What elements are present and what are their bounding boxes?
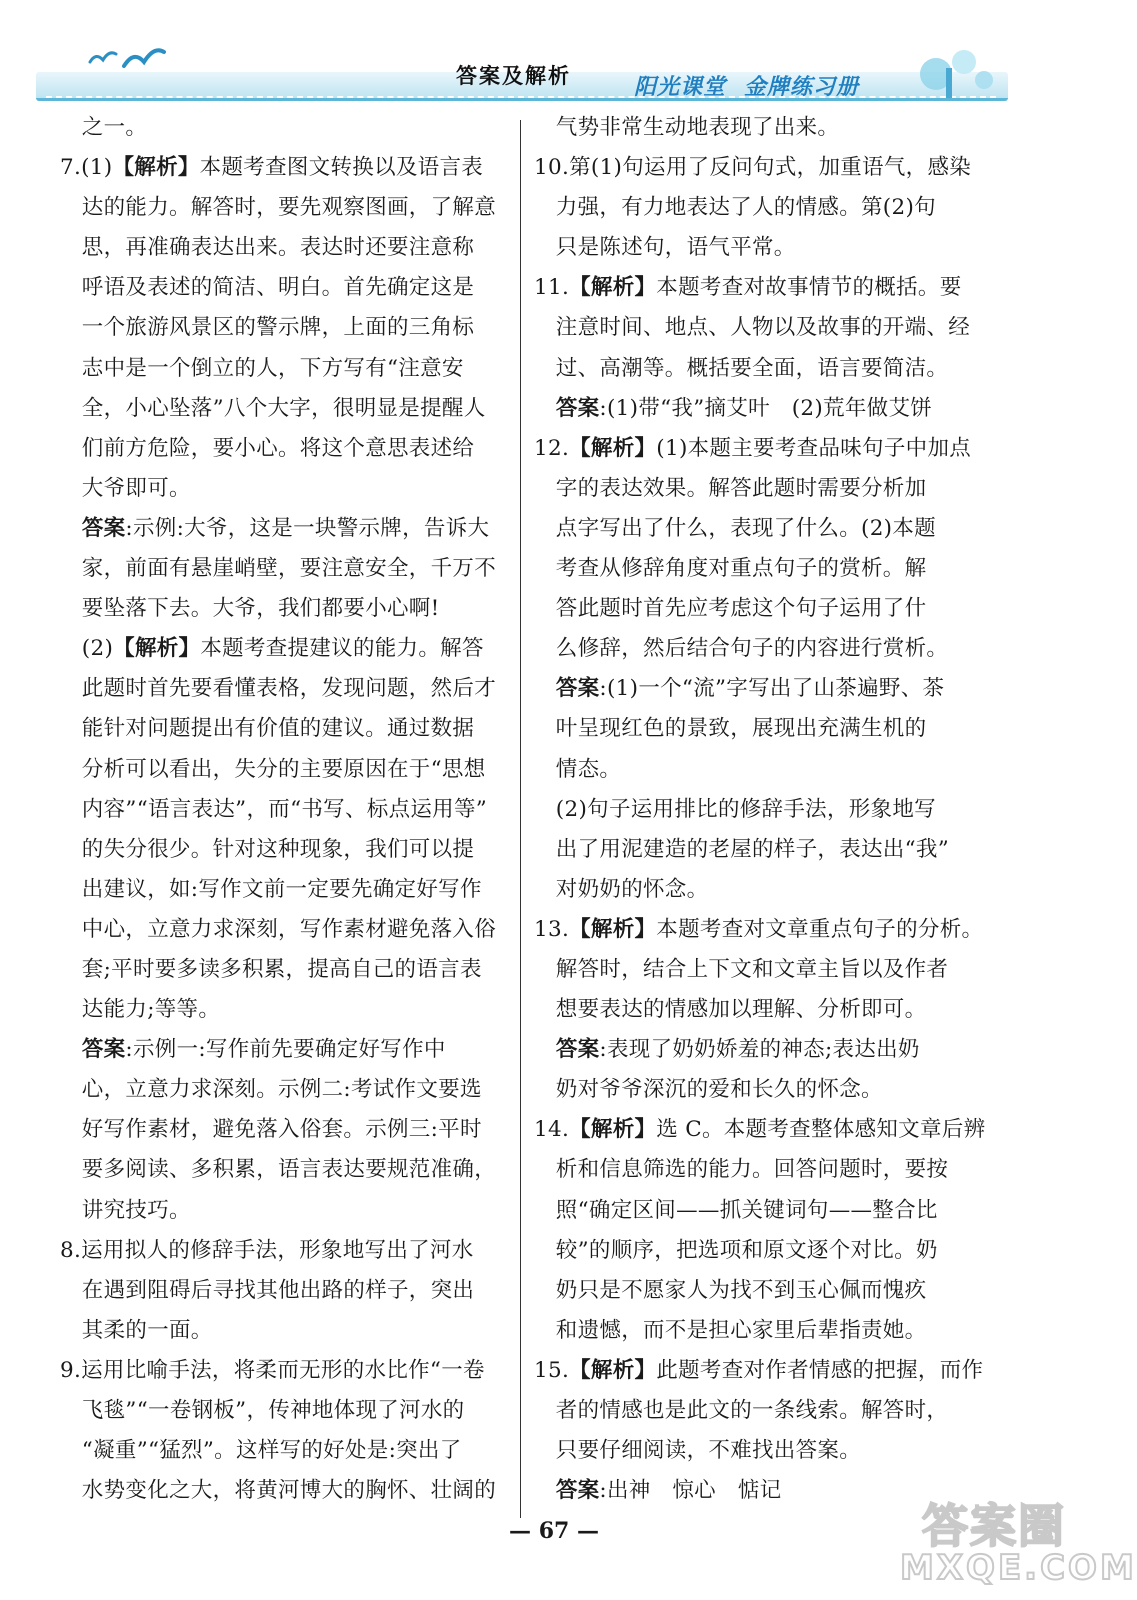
answer-marker: 答案 xyxy=(555,1037,600,1063)
text-line: 在遇到阻碍后寻找其他出路的样子，突出 xyxy=(60,1277,475,1303)
text-line: 讲究技巧。 xyxy=(60,1197,191,1223)
answer-marker: 【解析】 xyxy=(569,916,657,942)
bird-icon xyxy=(122,44,166,74)
text-line: 分析可以看出，失分的主要原因在于“思想 xyxy=(60,756,486,782)
text-line: 气势非常生动地表现了出来。 xyxy=(534,115,840,140)
text-line: 么修辞，然后结合句子的内容进行赏析。 xyxy=(534,636,949,662)
text-line: 答案:表现了奶奶娇羞的神态;表达出奶 xyxy=(555,1037,920,1063)
text-line: 答案:(1)一个“流”字写出了山茶遍野、茶 xyxy=(555,676,945,702)
answer-marker: 【解析】 xyxy=(112,155,200,181)
text-line: 思，再准确表达出来。表达时还要注意称 xyxy=(60,235,475,261)
text-line: (2)句子运用排比的修辞手法，形象地写 xyxy=(534,796,936,822)
column-divider xyxy=(520,120,521,1518)
text-line: 者的情感也是此文的一条线索。解答时， xyxy=(534,1398,949,1423)
text-line: 字的表达效果。解答此题时需要分析加 xyxy=(534,475,927,501)
text-line: 之一。 xyxy=(60,115,148,140)
text-line: 能针对问题提出有价值的建议。通过数据 xyxy=(60,716,475,742)
text-line: 只是陈述句，语气平常。 xyxy=(534,235,796,261)
answer-marker: 【解析】 xyxy=(569,1117,657,1143)
text-line: 答案:示例:大爷，这是一块警示牌，告诉大 xyxy=(81,515,490,541)
text-line: “凝重”“猛烈”。这样写的好处是:突出了 xyxy=(60,1438,462,1464)
text-line: 12.【解析】(1)本题主要考查品味句子中加点 xyxy=(534,435,972,461)
answer-marker: 【解析】 xyxy=(569,435,657,461)
text-line: 和遗憾，而不是担心家里后辈指责她。 xyxy=(534,1317,927,1343)
text-line: 解答时，结合上下文和文章主旨以及作者 xyxy=(534,956,949,982)
text-line: 14.【解析】选 C。本题考查整体感知文章后辨 xyxy=(534,1117,986,1143)
text-line: 答案:出神 惊心 惦记 xyxy=(555,1478,782,1504)
text-line: 答案:示例一:写作前先要确定好写作中 xyxy=(81,1037,446,1063)
text-line: 一个旅游风景区的警示牌，上面的三角标 xyxy=(60,315,475,341)
text-line: 只要仔细阅读，不难找出答案。 xyxy=(534,1438,862,1464)
text-line: 奶对爷爷深沉的爱和长久的怀念。 xyxy=(534,1077,883,1103)
text-line: 呼语及表述的简洁、明白。首先确定这是 xyxy=(60,275,475,301)
text-line: 的失分很少。针对这种现象，我们可以提 xyxy=(60,836,475,862)
text-line: 15.【解析】此题考查对作者情感的把握，而作 xyxy=(534,1357,984,1383)
text-line: 析和信息筛选的能力。回答问题时，要按 xyxy=(534,1157,949,1183)
bird-icon xyxy=(88,48,118,70)
text-line: 出了用泥建造的老屋的样子，表达出“我” xyxy=(534,836,949,862)
text-line: 10.第(1)句运用了反问句式，加重语气，感染 xyxy=(534,155,972,181)
text-line: 要坠落下去。大爷，我们都要小心啊! xyxy=(60,596,440,622)
text-line: 奶只是不愿家人为找不到玉心佩而愧疚 xyxy=(534,1277,927,1303)
watermark-bottom: MXQE.COM xyxy=(900,1548,1137,1588)
text-line: 中心，立意力求深刻，写作素材避免落入俗 xyxy=(60,916,497,942)
text-line: (2)【解析】本题考查提建议的能力。解答 xyxy=(60,636,484,662)
page-number: — 67 — xyxy=(509,1518,599,1544)
text-line: 水势变化之大，将黄河博大的胸怀、壮阔的 xyxy=(60,1478,497,1504)
brand-left: 阳光课堂 xyxy=(634,75,727,100)
text-line: 对奶奶的怀念。 xyxy=(534,876,709,902)
text-line: 家，前面有悬崖峭壁，要注意安全，千万不 xyxy=(60,556,497,582)
text-line: 力强，有力地表达了人的情感。第(2)句 xyxy=(534,195,936,221)
text-line: 8.运用拟人的修辞手法，形象地写出了河水 xyxy=(60,1237,474,1263)
text-line: 7.(1)【解析】本题考查图文转换以及语言表 xyxy=(60,155,484,181)
text-line: 答此题时首先应考虑这个句子运用了什 xyxy=(534,596,927,622)
text-line: 考查从修辞角度对重点句子的赏析。解 xyxy=(534,556,927,582)
text-line: 套;平时要多读多积累，提高自己的语言表 xyxy=(60,956,482,982)
bubbles-icon xyxy=(906,44,1006,100)
text-line: 志中是一个倒立的人，下方写有“注意安 xyxy=(60,355,464,381)
text-line: 想要表达的情感加以理解、分析即可。 xyxy=(534,997,927,1023)
answer-marker: 答案 xyxy=(81,515,126,541)
watermark-logo xyxy=(900,1490,1137,1590)
text-line: 叶呈现红色的景致，展现出充满生机的 xyxy=(534,716,927,742)
answer-marker: 【解析】 xyxy=(569,1357,657,1383)
text-line: 此题时首先要看懂表格，发现问题，然后才 xyxy=(60,676,497,702)
text-line: 全，小心坠落”八个大字，很明显是提醒人 xyxy=(60,395,486,421)
text-line: 心，立意力求深刻。示例二:考试作文要选 xyxy=(60,1077,482,1103)
text-line: 点字写出了什么，表现了什么。(2)本题 xyxy=(534,515,936,541)
answer-marker: 答案 xyxy=(555,676,600,702)
answer-marker: 【解析】 xyxy=(113,636,201,662)
right-column xyxy=(534,108,1012,1511)
text-line: 内容”“语言表达”，而“书写、标点运用等” xyxy=(60,796,488,822)
answer-marker: 答案 xyxy=(555,395,600,421)
text-line: 照“确定区间——抓关键词句——整合比 xyxy=(534,1197,938,1223)
text-line: 达的能力。解答时，要先观察图画，了解意 xyxy=(60,195,497,221)
text-line: 13.【解析】本题考查对文章重点句子的分析。 xyxy=(534,916,984,942)
text-line: 们前方危险，要小心。将这个意思表述给 xyxy=(60,435,475,461)
text-line: 其柔的一面。 xyxy=(60,1317,213,1343)
page-header xyxy=(36,44,1008,104)
text-line: 大爷即可。 xyxy=(60,475,191,501)
text-line: 11.【解析】本题考查对故事情节的概括。要 xyxy=(534,275,962,301)
text-line: 9.运用比喻手法，将柔而无形的水比作“一卷 xyxy=(60,1357,485,1383)
text-line: 要多阅读、多积累，语言表达要规范准确， xyxy=(60,1157,497,1183)
answer-marker: 【解析】 xyxy=(569,275,657,301)
left-column xyxy=(60,108,512,1511)
header-title: 答案及解析 xyxy=(456,63,571,88)
brand-right: 金牌练习册 xyxy=(744,75,860,100)
text-line: 达能力;等等。 xyxy=(60,997,221,1023)
text-line: 飞毯”“一卷钢板”，传神地体现了河水的 xyxy=(60,1398,465,1423)
text-line: 出建议，如:写作文前一定要先确定好写作 xyxy=(60,876,482,902)
answer-marker: 答案 xyxy=(81,1037,126,1063)
watermark-top: 答案圈 xyxy=(922,1499,1066,1553)
text-line: 过、高潮等。概括要全面，语言要简洁。 xyxy=(534,355,949,381)
text-line: 注意时间、地点、人物以及故事的开端、经 xyxy=(534,315,971,341)
text-line: 答案:(1)带“我”摘艾叶 (2)荒年做艾饼 xyxy=(555,395,933,421)
text-line: 好写作素材，避免落入俗套。示例三:平时 xyxy=(60,1117,482,1143)
answer-marker: 答案 xyxy=(555,1478,600,1504)
text-line: 较”的顺序，把选项和原文逐个对比。奶 xyxy=(534,1237,938,1263)
header-brand xyxy=(634,70,877,101)
text-line: 情态。 xyxy=(534,756,622,782)
